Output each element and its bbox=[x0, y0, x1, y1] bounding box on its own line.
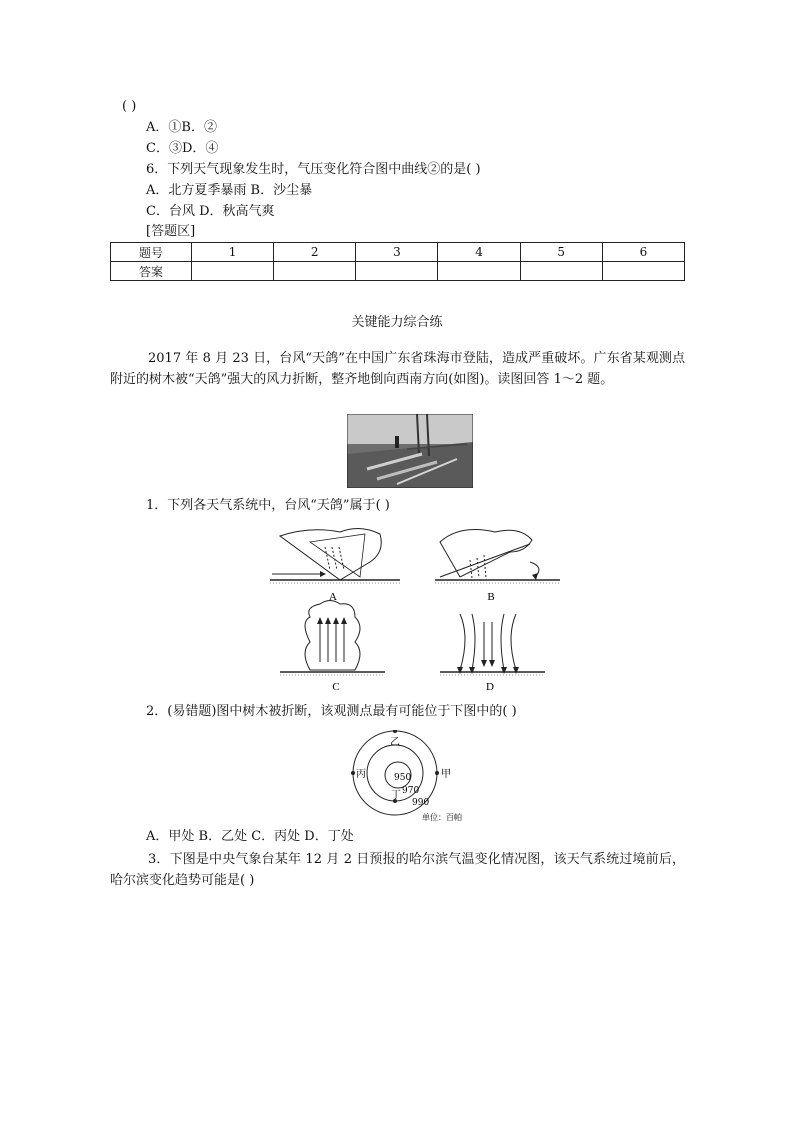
diagram-c bbox=[280, 601, 385, 676]
section-title: 关键能力综合练 bbox=[351, 315, 443, 330]
diagram-label-b: B bbox=[487, 591, 495, 603]
table-number-3: 3 bbox=[356, 243, 438, 262]
option-cd: C．③D．④ bbox=[146, 141, 219, 156]
intro-paragraph: 2017 年 8 月 23 日，台风“天鸽”在中国广东省珠海市登陆，造成严重破坏。广东省某观测点附近的树木被“天鸽”强大的风力折断，整齐地倒向西南方向(如图)。读图回答 1～2 题。 bbox=[110, 351, 685, 387]
question-6-option-ab: A．北方夏季暴雨 B．沙尘暴 bbox=[146, 183, 313, 198]
question-6-option-cd: C．台风 D．秋高气爽 bbox=[146, 204, 275, 219]
question-paren: ( ) bbox=[122, 99, 137, 114]
table-header-label: 题号 bbox=[111, 243, 192, 262]
question-1: 1．下列各天气系统中，台风“天鸽”属于( ) bbox=[146, 498, 390, 513]
answer-area-label: [答题区] bbox=[146, 224, 196, 239]
position-bing: 丙 bbox=[356, 769, 366, 780]
table-number-5: 5 bbox=[520, 243, 602, 262]
table-number-6: 6 bbox=[602, 243, 684, 262]
question-3: 3．下图是中央气象台某年 12 月 2 日预报的哈尔滨气温变化情况图，该天气系统过境前后，哈尔滨变化趋势可能是( ) bbox=[110, 852, 685, 888]
isobar-map bbox=[340, 730, 480, 825]
table-answer-label: 答案 bbox=[111, 262, 192, 281]
diagram-d bbox=[440, 614, 545, 675]
answer-table-answer-row bbox=[111, 262, 685, 281]
answer-cell[interactable] bbox=[602, 262, 684, 281]
question-2-options: A．甲处 B．乙处 C．丙处 D．丁处 bbox=[146, 829, 354, 844]
answer-cell[interactable] bbox=[356, 262, 438, 281]
question-6: 6．下列天气现象发生时，气压变化符合图中曲线②的是( ) bbox=[146, 162, 481, 177]
answer-table-header-row bbox=[111, 243, 685, 262]
position-ding: 丁 bbox=[391, 790, 401, 801]
isobar-label-990: 990 bbox=[412, 798, 430, 808]
option-ab: A．①B．② bbox=[146, 120, 217, 135]
table-number-4: 4 bbox=[438, 243, 520, 262]
diagram-label-c: C bbox=[332, 681, 340, 693]
table-number-1: 1 bbox=[192, 243, 274, 262]
fallen-trees-photo bbox=[347, 414, 473, 488]
answer-cell[interactable] bbox=[520, 262, 602, 281]
position-jia: 甲 bbox=[441, 769, 451, 780]
diagram-label-d: D bbox=[486, 681, 494, 693]
weather-system-diagrams bbox=[270, 522, 560, 694]
isobar-unit: 单位：百帕 bbox=[422, 813, 462, 822]
isobar-label-970: 970 bbox=[402, 786, 420, 796]
diagram-b bbox=[435, 530, 560, 583]
answer-table bbox=[110, 242, 685, 281]
isobar-label-950: 950 bbox=[394, 773, 412, 783]
answer-cell[interactable] bbox=[438, 262, 520, 281]
answer-cell[interactable] bbox=[274, 262, 356, 281]
question-2: 2．(易错题)图中树木被折断，该观测点最有可能位于下图中的( ) bbox=[146, 704, 517, 719]
table-number-2: 2 bbox=[274, 243, 356, 262]
diagram-label-a: A bbox=[329, 591, 337, 603]
diagram-a bbox=[270, 528, 400, 583]
answer-cell[interactable] bbox=[192, 262, 274, 281]
position-yi: 乙 bbox=[390, 737, 400, 748]
